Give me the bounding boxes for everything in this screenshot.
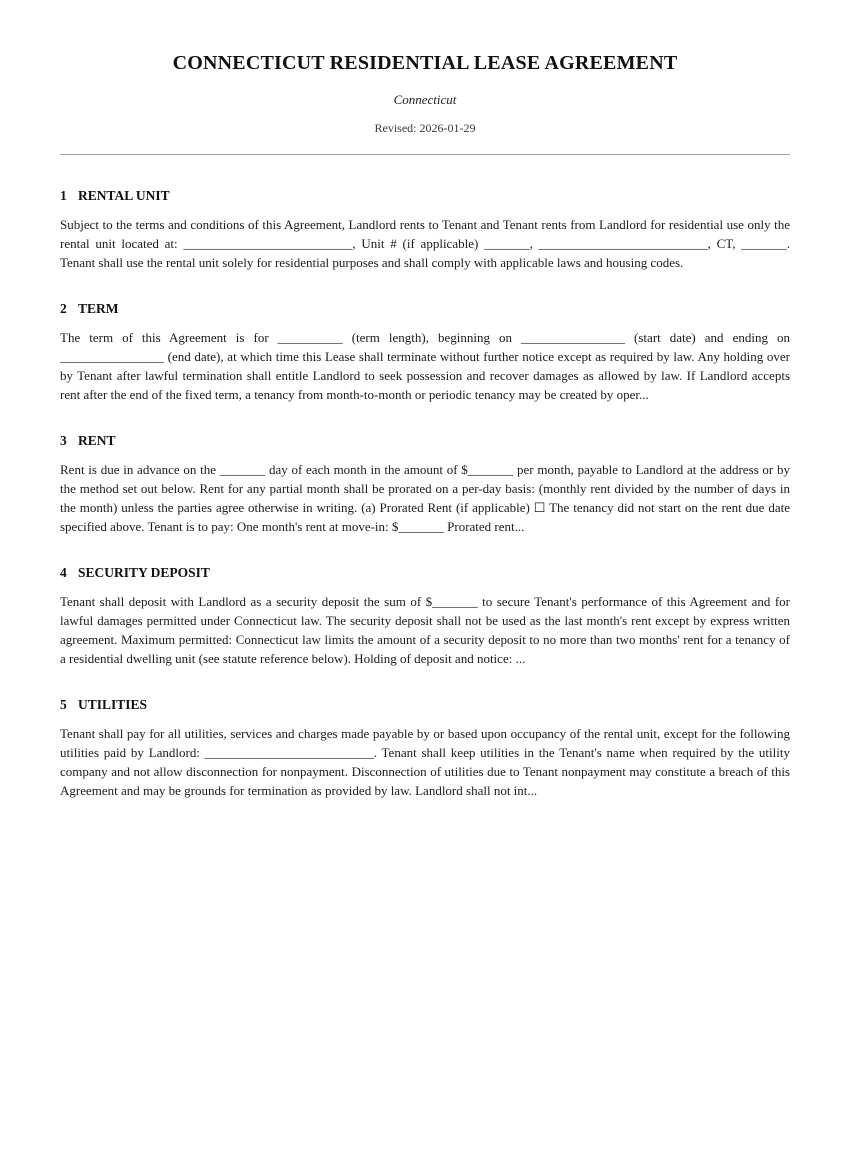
section-body: Subject to the terms and conditions of this Agreement, Landlord rents to Tenant and Tenant rents from Landlord for residential use only the rental unit located at: __________________________, Unit # (if applicable) _______, __________________________, CT, _______. Tenant shall use the rental unit solely for residential purposes and shall comply with applicable laws and housing codes. xyxy=(60,217,790,270)
lease-document-page xyxy=(0,52,850,1152)
section-title: UTILITIES xyxy=(78,697,148,712)
document-subtitle: Connecticut xyxy=(393,92,457,107)
section-body: The term of this Agreement is for __________ (term length), beginning on ________________ (start date) and ending on ________________ (end date), at which time this Lease shall terminate without further notice except as required by law. Any holding over by Tenant after lawful termination shall entitle Landlord to seek possession and recover damages as allowed by law. If Landlord accepts rent after the end of the fixed term, a tenancy from month-to-month or periodic tenancy may be created by oper... xyxy=(60,330,790,402)
section-security-deposit xyxy=(60,565,790,668)
section-number: 2 xyxy=(60,301,67,316)
section-term xyxy=(60,301,790,404)
section-body: Rent is due in advance on the _______ day of each month in the amount of $_______ per month, payable to Landlord at the address or by the method set out below. Rent for any partial month shall be prorated on a per-day basis: (monthly rent divided by the number of days in the month) unless the parties agree otherwise in writing. (a) Prorated Rent (if applicable) ☐ The tenancy did not start on the rent due date specified above. Tenant is to pay: One month's rent at move-in: $_______ Prorated rent... xyxy=(60,462,790,534)
section-number: 1 xyxy=(60,188,67,203)
section-number: 5 xyxy=(60,697,67,712)
section-heading xyxy=(60,565,790,581)
section-number: 4 xyxy=(60,565,67,580)
section-rent xyxy=(60,433,790,536)
section-heading xyxy=(60,301,790,317)
section-heading xyxy=(60,188,790,204)
section-heading xyxy=(60,697,790,713)
section-rental-unit xyxy=(60,188,790,272)
header-divider xyxy=(60,154,790,155)
section-heading xyxy=(60,433,790,449)
section-body: Tenant shall pay for all utilities, services and charges made payable by or based upon occupancy of the rental unit, except for the following utilities paid by Landlord: __________________________. Tenant shall keep utilities in the Tenant's name when required by the utility company and not allow disconnection for nonpayment. Disconnection of utilities due to Tenant nonpayment may constitute a breach of this Agreement and may be grounds for termination as provided by law. Landlord shall not int... xyxy=(60,726,790,798)
section-title: RENT xyxy=(78,433,116,448)
revision-date: Revised: 2026-01-29 xyxy=(374,121,476,135)
section-title: TERM xyxy=(78,301,119,316)
section-number: 3 xyxy=(60,433,67,448)
section-body: Tenant shall deposit with Landlord as a security deposit the sum of $_______ to secure Tenant's performance of this Agreement and for lawful damages permitted under Connecticut law. The security deposit shall not be used as the last month's rent except by express written agreement. Maximum permitted: Connecticut law limits the amount of a security deposit to no more than two months' rent for a tenancy of a residential dwelling unit (see statute reference below). Holding of deposit and notice: ... xyxy=(60,594,790,666)
section-title: RENTAL UNIT xyxy=(78,188,170,203)
document-title: CONNECTICUT RESIDENTIAL LEASE AGREEMENT xyxy=(172,52,678,74)
section-utilities xyxy=(60,697,790,800)
section-title: SECURITY DEPOSIT xyxy=(78,565,210,580)
